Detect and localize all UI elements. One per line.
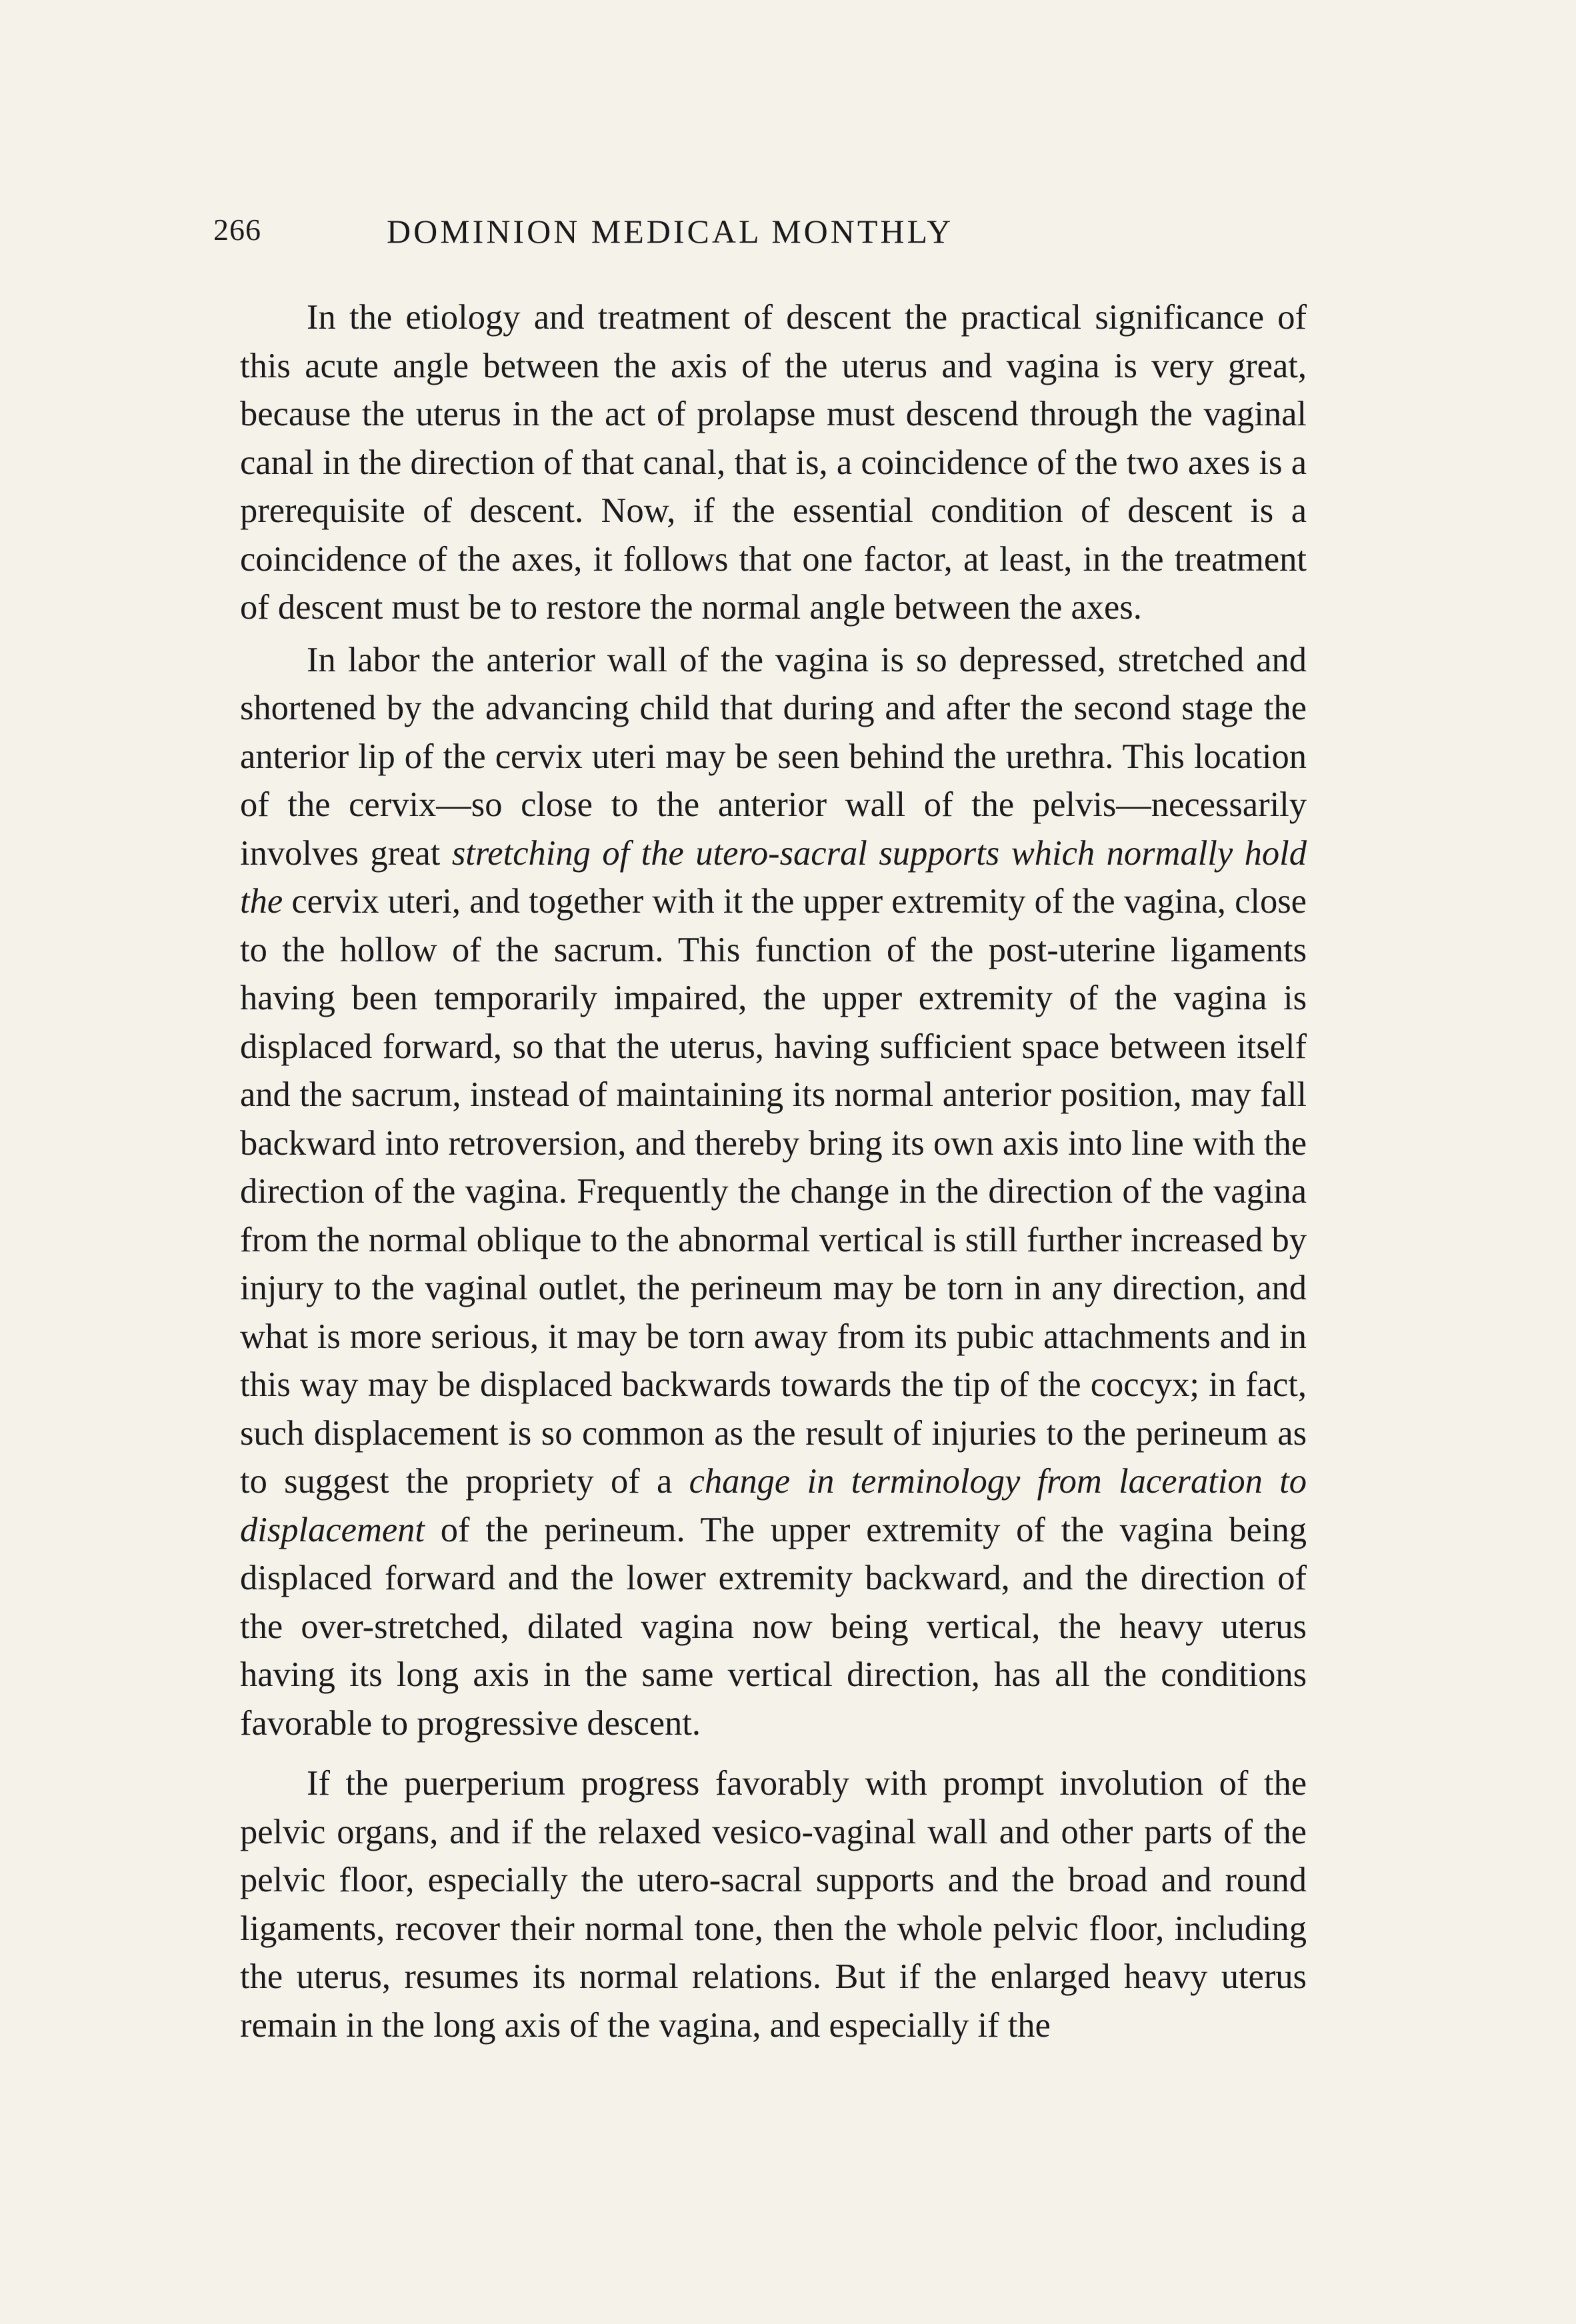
- running-head: [213, 212, 1307, 265]
- paragraph-labor-italic-b: change in terminology from laceration to displacement: [240, 1462, 1307, 1549]
- paragraph-labor-text-c: of the perineum. The upper extremity of the vagina being displaced forward and the lower extremity backward, and the direction of the over-stretched, dilated vagina now being vertical, the heavy uterus having its long axis in the same vertical direction, has all the conditions favorable to progressive descent.: [240, 1510, 1307, 1743]
- paragraph-puerperium-text: If the puerperium progress favorably with prompt involution of the pelvic organs, and if the relaxed vesico-vaginal wall and other parts of the pelvic floor, especially the utero-sacral supports and the broad and round ligaments, recover their normal tone, then the whole pelvic floor, including the uterus, resumes its normal relations. But if the enlarged heavy uterus remain in the long axis of the vagina, and especially if the: [240, 1764, 1307, 2045]
- paragraph-labor-text-a: In labor the anterior wall of the vagina is so depressed, stretched and shortened by the advancing child that during and after the second stage the anterior lip of the cervix uteri may be seen behind the urethra. This location of the cervix—so close to the anterior wall of the pelvis—necessarily involves great: [240, 640, 1307, 873]
- page-number: 266: [213, 213, 261, 247]
- paragraph-etiology-text: In the etiology and treatment of descent the practical significance of this acute angle between the axis of the uterus and vagina is very great, because the uterus in the act of prolapse must descend through the vaginal canal in the direction of that canal, that is, a coincidence of the two axes is a prerequisite of descent. Now, if the essential condition of descent is a coincidence of the axes, it follows that one factor, at least, in the treatment of descent must be to restore the normal angle between the axes.: [240, 298, 1307, 627]
- paragraph-puerperium: [240, 1759, 1307, 2049]
- paragraph-labor-italic-a: stretching of the utero-sacral supports which normally hold the: [240, 833, 1307, 921]
- paragraph-labor-text-b: cervix uteri, and together with it the upper extremity of the vagina, close to the hollow of the sacrum. This function of the post-uterine ligaments having been temporarily impaired, the upper extremity of the vagina is displaced forward, so that the uterus, having sufficient space between itself and the sacrum, instead of maintaining its normal anterior position, may fall backward into retroversion, and thereby bring its own axis into line with the direction of the vagina. Frequently the change in the direction of the vagina from the normal oblique to the abnormal vertical is still further increased by injury to the vaginal outlet, the perineum may be torn in any direction, and what is more serious, it may be torn away from its pubic attachments and in this way may be displaced backwards towards the tip of the coccyx; in fact, such displacement is so common as the result of injuries to the perineum as to suggest the propriety of a: [240, 882, 1307, 1501]
- paragraph-etiology: [240, 293, 1307, 632]
- article-body: [240, 293, 1307, 2053]
- paragraph-labor: [240, 636, 1307, 1748]
- journal-title: DOMINION MEDICAL MONTHLY: [387, 213, 954, 250]
